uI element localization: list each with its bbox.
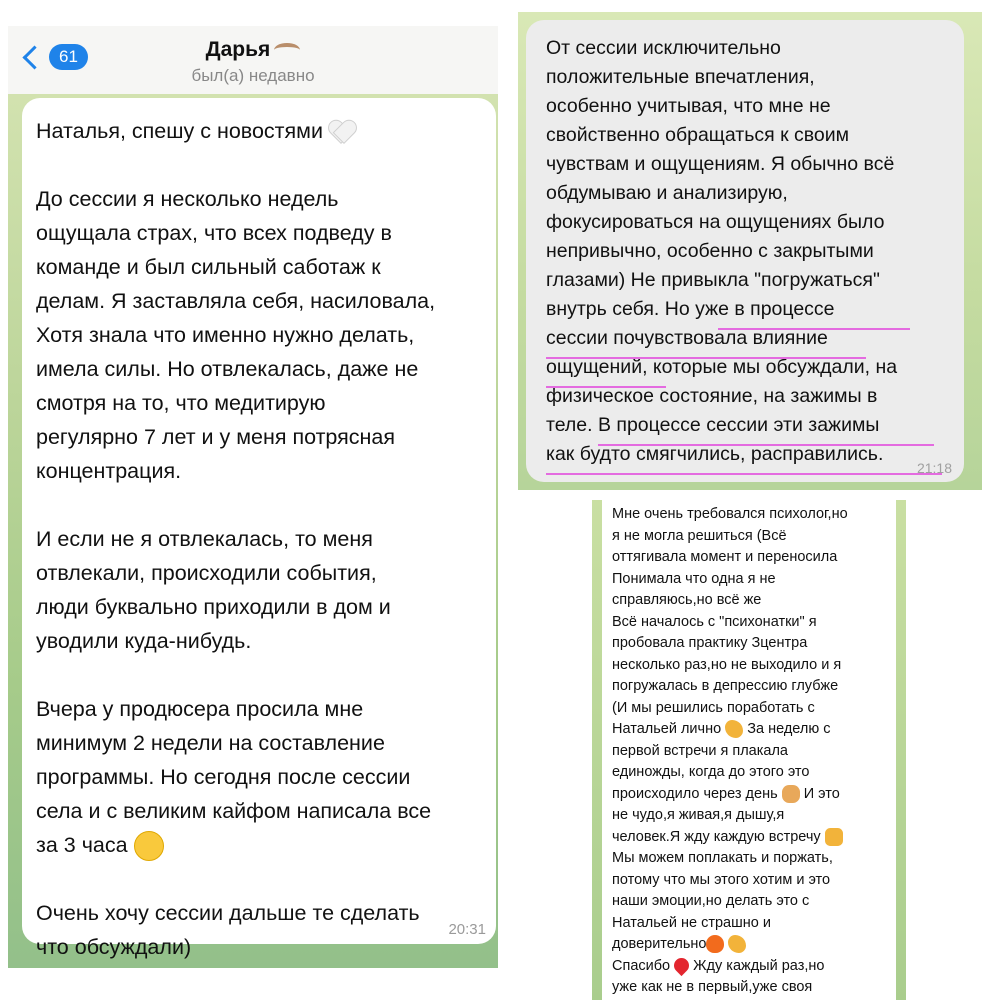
message-line bbox=[36, 556, 482, 590]
message-line-text: программы. Но сегодня после сессии bbox=[36, 765, 411, 789]
flexed-biceps-icon bbox=[725, 720, 743, 738]
message-line bbox=[36, 862, 482, 896]
message-line bbox=[36, 352, 482, 386]
message-line-text: как будто смягчились, расправились. bbox=[546, 443, 884, 465]
message-line bbox=[36, 284, 482, 318]
message-line bbox=[546, 208, 950, 237]
message-line-text: физическое состояние, на зажимы в bbox=[546, 385, 878, 407]
message-line bbox=[612, 569, 888, 591]
message-line-text: уже как не в первый,уже своя bbox=[612, 979, 813, 995]
message-text bbox=[36, 114, 482, 964]
chat-screenshot-top-right bbox=[518, 12, 982, 490]
message-line-tail: Жду каждый раз,но bbox=[693, 957, 825, 974]
chat-screenshot-left bbox=[8, 26, 498, 968]
message-line bbox=[612, 827, 888, 849]
message-line-text: фокусироваться на ощущениях было bbox=[546, 211, 885, 233]
message-line-text: особенно учитывая, что мне не bbox=[546, 95, 831, 117]
highlight-underline bbox=[598, 444, 934, 446]
message-line-text: потому что мы этого хотим и это bbox=[612, 871, 831, 888]
message-line bbox=[546, 150, 950, 179]
message-line-text: непривычно, особенно с закрытыми bbox=[546, 240, 874, 262]
message-line bbox=[36, 420, 482, 454]
message-bubble[interactable] bbox=[602, 500, 896, 1000]
message-line-tail: За неделю с bbox=[747, 721, 831, 737]
message-line bbox=[612, 655, 888, 677]
message-line bbox=[36, 250, 482, 284]
message-line bbox=[36, 692, 482, 726]
message-line bbox=[546, 34, 950, 63]
message-line-text: минимум 2 недели на составление bbox=[36, 731, 385, 755]
message-line bbox=[612, 676, 888, 698]
message-line-text: делам. Я заставляла себя, насиловала, bbox=[36, 289, 436, 313]
message-line-text: Мне очень требовался психолог,но bbox=[612, 506, 848, 522]
message-line bbox=[36, 930, 482, 964]
message-line bbox=[612, 719, 888, 741]
person-icon bbox=[782, 785, 800, 803]
message-line bbox=[612, 526, 888, 548]
white-heart-icon bbox=[329, 121, 355, 143]
message-line-text bbox=[36, 867, 42, 891]
message-line bbox=[36, 488, 482, 522]
message-line bbox=[36, 828, 482, 862]
message-line bbox=[36, 216, 482, 250]
message-line-text: единожды, когда до этого это bbox=[612, 764, 810, 780]
message-text bbox=[546, 34, 950, 469]
red-heart-icon bbox=[671, 955, 692, 976]
message-time: 21:18 bbox=[916, 460, 952, 476]
message-line bbox=[612, 698, 888, 720]
chat-header bbox=[8, 26, 498, 94]
message-line bbox=[612, 784, 888, 806]
message-line bbox=[36, 760, 482, 794]
message-line-text: происходило через день bbox=[612, 785, 778, 802]
message-line bbox=[546, 411, 950, 440]
message-line-text: Очень хочу сессии дальше те сделать bbox=[36, 901, 420, 925]
message-time: 20:31 bbox=[448, 921, 486, 938]
message-line bbox=[36, 182, 482, 216]
message-line-text: теле. В процессе сессии эти зажимы bbox=[546, 414, 880, 436]
message-line-text bbox=[36, 153, 42, 177]
thumbs-up-icon bbox=[825, 828, 843, 846]
message-line-text: чувствам и ощущениям. Я обычно всё bbox=[546, 153, 895, 175]
message-line-text: человек.Я жду каждую встречу bbox=[612, 828, 821, 845]
message-line bbox=[612, 612, 888, 634]
message-line bbox=[612, 590, 888, 612]
message-line bbox=[36, 522, 482, 556]
message-line-text: что обсуждали) bbox=[36, 935, 192, 959]
message-line-text: люди буквально приходили в дом и bbox=[36, 595, 391, 619]
message-line bbox=[546, 237, 950, 266]
message-line-text: От сессии исключительно bbox=[546, 37, 781, 59]
message-line bbox=[546, 121, 950, 150]
message-line bbox=[612, 633, 888, 655]
message-line bbox=[36, 794, 482, 828]
message-line-text: первой встречи я плакала bbox=[612, 742, 788, 759]
message-line bbox=[36, 590, 482, 624]
message-line-text: Вчера у продюсера просила мне bbox=[36, 697, 364, 721]
message-line bbox=[612, 762, 888, 784]
message-line-text: справляюсь,но всё же bbox=[612, 592, 762, 608]
message-line bbox=[546, 266, 950, 295]
message-line-text: несколько раз,но не выходило и я bbox=[612, 656, 842, 673]
message-line bbox=[36, 896, 482, 930]
flexed-biceps-icon bbox=[728, 935, 746, 953]
message-line bbox=[546, 63, 950, 92]
message-line-text: ощущений, которые мы обсуждали, на bbox=[546, 356, 898, 378]
message-line-text: оттягивала момент и переносила bbox=[612, 549, 838, 565]
message-line-text: сессии почувствовала влияние bbox=[546, 327, 828, 349]
message-line-text: свойственно обращаться к своим bbox=[546, 124, 850, 146]
message-line-text: имела силы. Но отвлекалась, даже не bbox=[36, 357, 419, 381]
message-line-text: отвлекали, происходили события, bbox=[36, 561, 377, 585]
message-line bbox=[612, 934, 888, 956]
message-line-text: Хотя знала что именно нужно делать, bbox=[36, 323, 415, 347]
message-line-text: смотря на то, что медитирую bbox=[36, 391, 326, 415]
highlight-underline bbox=[546, 473, 942, 475]
chat-screenshot-bottom-right bbox=[592, 500, 906, 1000]
message-line-text: Мы можем поплакать и поржать, bbox=[612, 850, 833, 866]
message-line bbox=[612, 977, 888, 999]
message-line-text: глазами) Не привыкла "погружаться" bbox=[546, 269, 880, 291]
message-line bbox=[36, 318, 482, 352]
contact-status: был(а) недавно bbox=[191, 66, 315, 85]
message-line bbox=[36, 454, 482, 488]
message-line-text: И если не я отвлекалась, то меня bbox=[36, 527, 373, 551]
message-line bbox=[612, 805, 888, 827]
message-line bbox=[36, 658, 482, 692]
message-line-text: Понимала что одна я не bbox=[612, 570, 776, 587]
message-line bbox=[612, 870, 888, 892]
contact-name[interactable] bbox=[8, 38, 498, 62]
message-line-text: команде и был сильный саботаж к bbox=[36, 255, 381, 279]
message-line bbox=[612, 547, 888, 569]
message-line-tail: И это bbox=[803, 785, 840, 802]
message-line-text: внутрь себя. Но уже в процессе bbox=[546, 298, 835, 320]
message-line-text: доверительно bbox=[612, 936, 707, 952]
message-line-text: не чудо,я живая,я дышу,я bbox=[612, 807, 785, 823]
highlight-underline bbox=[546, 357, 866, 359]
eyebrow-icon bbox=[274, 43, 300, 57]
message-line-text: положительные впечатления, bbox=[546, 66, 815, 88]
fire-icon bbox=[706, 935, 724, 953]
message-line bbox=[36, 624, 482, 658]
message-line-text: я не могла решиться (Всё bbox=[612, 527, 787, 544]
message-bubble[interactable] bbox=[22, 98, 496, 959]
message-line-text bbox=[36, 663, 42, 687]
message-line-text: Спасибо bbox=[612, 957, 671, 974]
message-line bbox=[612, 504, 888, 526]
message-line-text: Наталья, спешу с новостями bbox=[36, 119, 323, 143]
message-line-text: Натальей лично bbox=[612, 721, 722, 737]
contact-name-text: Дарья bbox=[205, 38, 271, 61]
message-line bbox=[612, 913, 888, 935]
message-line-text: погружалась в депрессию глубже bbox=[612, 678, 839, 694]
message-line bbox=[612, 956, 888, 978]
message-line bbox=[612, 891, 888, 913]
message-bubble[interactable] bbox=[526, 20, 964, 482]
message-line-text: села и с великим кайфом написала все bbox=[36, 799, 432, 823]
message-line-text: пробовала практику Зцентра bbox=[612, 635, 808, 651]
highlight-underline bbox=[718, 328, 910, 330]
message-line-text: концентрация. bbox=[36, 459, 182, 483]
message-line bbox=[36, 114, 482, 148]
message-line-text: Всё началось с "психонатки" я bbox=[612, 613, 817, 630]
message-line bbox=[612, 741, 888, 763]
message-line bbox=[36, 386, 482, 420]
unread-count-badge: 61 bbox=[49, 44, 88, 70]
highlight-underline bbox=[546, 386, 666, 388]
message-line-text: за 3 часа bbox=[36, 833, 128, 857]
message-line-text: регулярно 7 лет и у меня потрясная bbox=[36, 425, 396, 449]
message-line-text: уводили куда-нибудь. bbox=[36, 629, 252, 653]
message-line-text: ощущала страх, что всех подведу в bbox=[36, 221, 392, 245]
message-line-text: обдумываю и анализирую, bbox=[546, 182, 788, 204]
message-line-text: наши эмоции,но делать это с bbox=[612, 893, 810, 909]
message-line-text bbox=[36, 493, 42, 517]
message-line bbox=[546, 92, 950, 121]
message-line bbox=[36, 148, 482, 182]
message-line bbox=[546, 295, 950, 324]
message-line-text: Натальей не страшно и bbox=[612, 914, 771, 931]
message-line-text: (И мы решились поработать с bbox=[612, 699, 815, 716]
message-line bbox=[546, 179, 950, 208]
grinning-sweat-icon bbox=[134, 831, 164, 861]
message-line bbox=[36, 726, 482, 760]
message-text bbox=[612, 504, 888, 999]
message-line-text: До сессии я несколько недель bbox=[36, 187, 339, 211]
message-line bbox=[612, 848, 888, 870]
